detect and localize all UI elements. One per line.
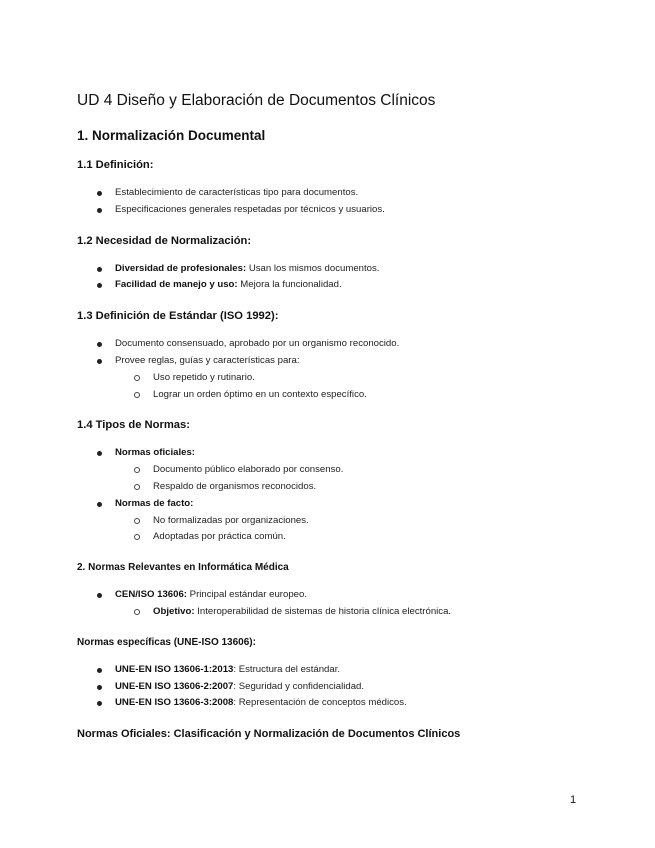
sub-list-item: Adoptadas por práctica común. bbox=[115, 529, 597, 546]
sub-list-item: Documento público elaborado por consenso. bbox=[115, 462, 597, 479]
list-item: CEN/ISO 13606: Principal estándar europeo. Objetivo: Interoperabilidad de sistemas de historia clínica electrónica. bbox=[77, 587, 597, 621]
sub-list-item: Respaldo de organismos reconocidos. bbox=[115, 479, 597, 496]
document-page bbox=[77, 92, 597, 754]
section-1-3-heading: 1.3 Definición de Estándar (ISO 1992): bbox=[77, 310, 279, 323]
specific-norms-heading: Normas específicas (UNE-ISO 13606): bbox=[77, 636, 256, 648]
section-1-heading: 1. Normalización Documental bbox=[77, 128, 266, 143]
sub-list-item: Objetivo: Interoperabilidad de sistemas de historia clínica electrónica. bbox=[115, 604, 597, 621]
sub-list bbox=[115, 370, 597, 404]
list-item: Establecimiento de características tipo para documentos. bbox=[77, 185, 597, 202]
final-heading: Normas Oficiales: Clasificación y Normalización de Documentos Clínicos bbox=[77, 728, 461, 741]
sub-list bbox=[115, 462, 597, 496]
relevant-norms-list bbox=[77, 587, 597, 621]
list-item: Normas oficiales: Documento público elaborado por consenso. Respaldo de organismos reconocidos. bbox=[77, 445, 597, 495]
sub-list-item: No formalizadas por organizaciones. bbox=[115, 513, 597, 530]
sub-list bbox=[115, 513, 597, 547]
list-item: Especificaciones generales respetadas por técnicos y usuarios. bbox=[77, 202, 597, 219]
page-number: 1 bbox=[570, 794, 577, 806]
list-item: UNE-EN ISO 13606-2:2007: Seguridad y confidencialidad. bbox=[77, 679, 597, 696]
list-item: UNE-EN ISO 13606-1:2013: Estructura del estándar. bbox=[77, 662, 597, 679]
list-item: Provee reglas, guías y características para: Uso repetido y rutinario. Lograr un orden óptimo en un contexto específico. bbox=[77, 353, 597, 403]
definition-list bbox=[77, 185, 597, 219]
list-item: Facilidad de manejo y uso: Mejora la funcionalidad. bbox=[77, 277, 597, 294]
document-title: UD 4 Diseño y Elaboración de Documentos Clínicos bbox=[77, 92, 436, 109]
section-1-4-heading: 1.4 Tipos de Normas: bbox=[77, 419, 190, 432]
list-item: UNE-EN ISO 13606-3:2008: Representación de conceptos médicos. bbox=[77, 695, 597, 712]
necessity-list bbox=[77, 261, 597, 295]
norm-types-list bbox=[77, 445, 597, 546]
sub-list-item: Lograr un orden óptimo en un contexto específico. bbox=[115, 387, 597, 404]
list-item: Diversidad de profesionales: Usan los mismos documentos. bbox=[77, 261, 597, 278]
list-item: Documento consensuado, aprobado por un organismo reconocido. bbox=[77, 336, 597, 353]
specific-norms-list bbox=[77, 662, 597, 712]
list-item: Normas de facto: No formalizadas por organizaciones. Adoptadas por práctica común. bbox=[77, 496, 597, 546]
section-1-1-heading: 1.1 Definición: bbox=[77, 159, 154, 171]
sub-list-item: Uso repetido y rutinario. bbox=[115, 370, 597, 387]
standard-list bbox=[77, 336, 597, 403]
section-1-2-heading: 1.2 Necesidad de Normalización: bbox=[77, 234, 252, 247]
section-2-heading: 2. Normas Relevantes en Informática Médica bbox=[77, 562, 289, 574]
sub-list bbox=[115, 604, 597, 621]
